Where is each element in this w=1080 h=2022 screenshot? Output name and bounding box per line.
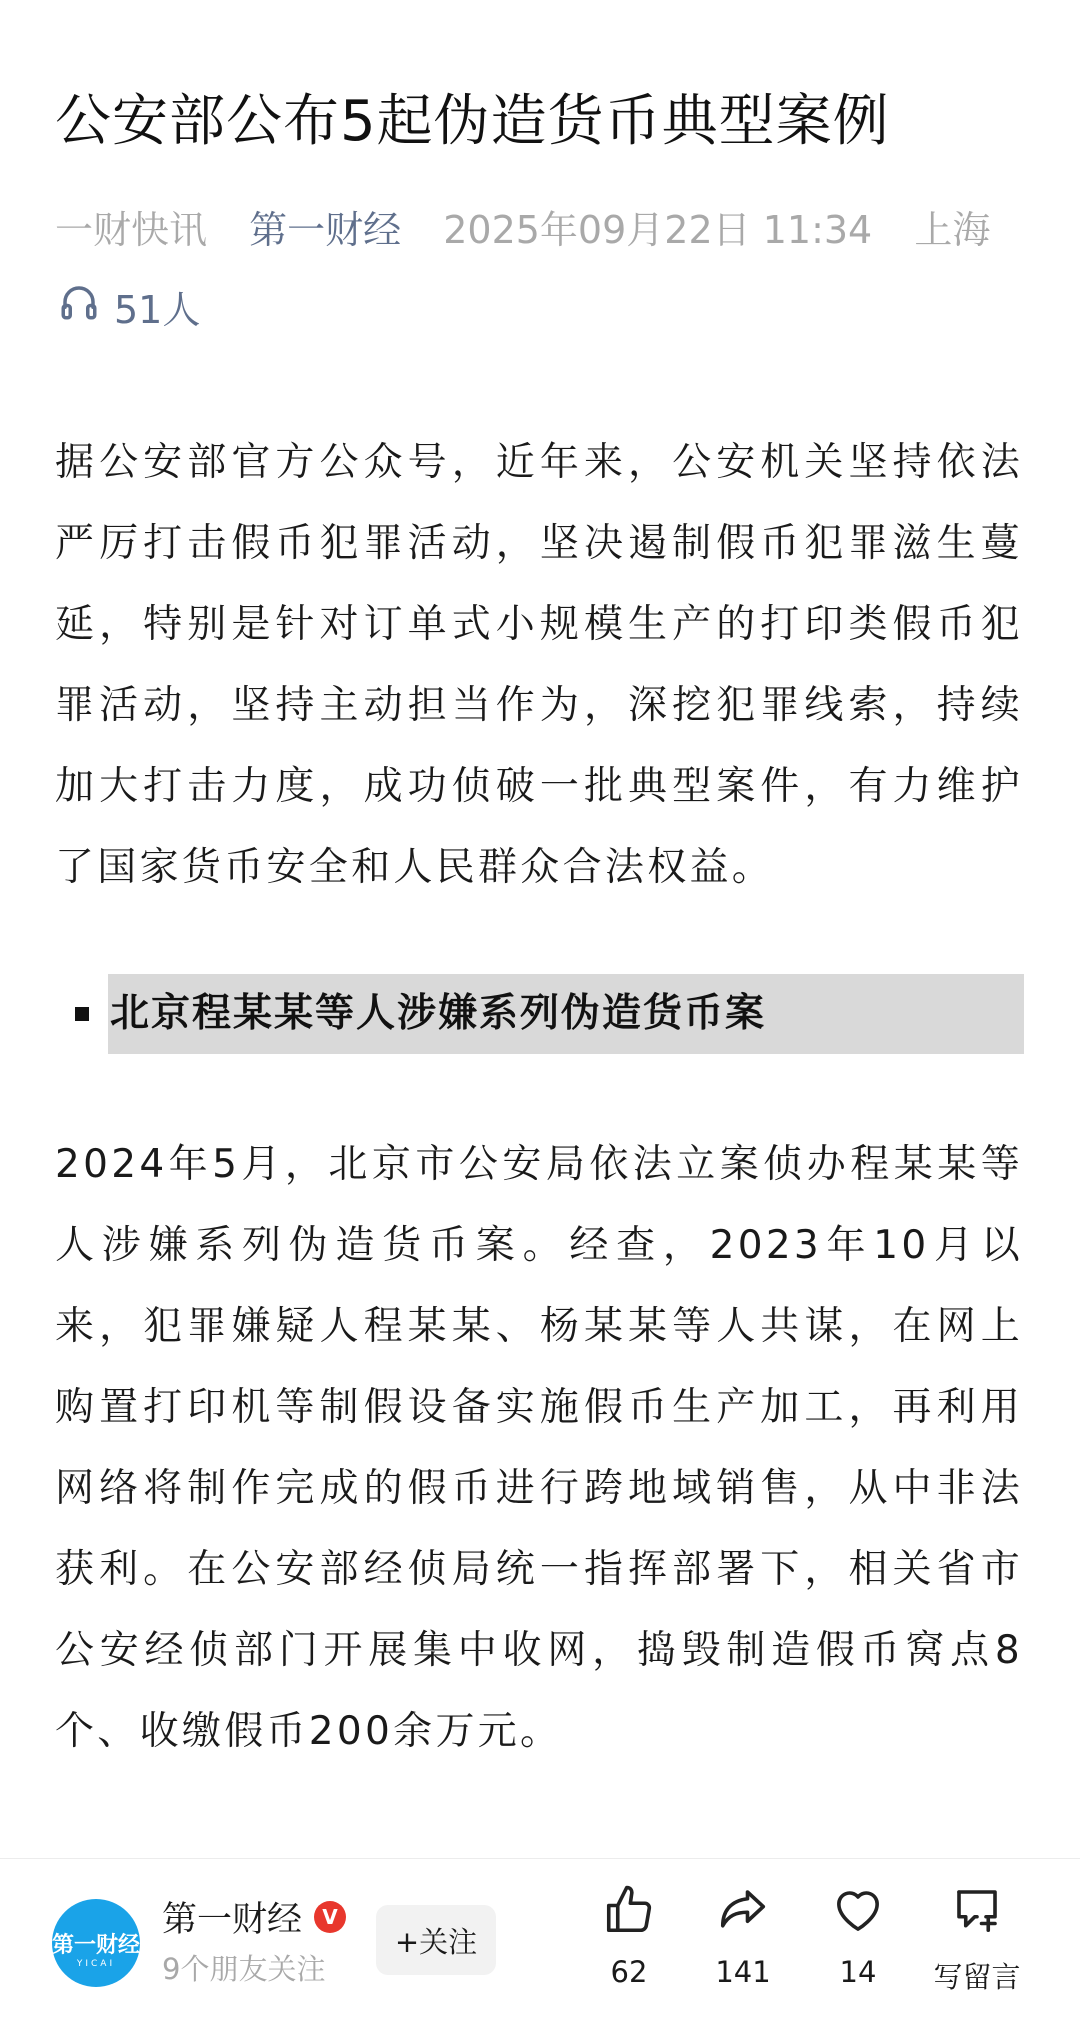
favorite-count: 14 bbox=[839, 1955, 877, 1989]
publish-datetime: 2025年09月22日 11:34 bbox=[443, 208, 873, 252]
favorite-button[interactable] bbox=[803, 1883, 913, 1989]
avatar-subtext: YICAI bbox=[76, 1959, 116, 1969]
article-paragraph: 据公安部官方公众号，近年来，公安机关坚持依法严厉打击假币犯罪活动，坚决遏制假币犯罪滋生蔓延，特别是针对订单式小规模生产的打印类假币犯罪活动，坚持主动担当作为，深挖犯罪线索，持续加大打击力度，成功侦破一批典型案件，有力维护了国家货币安全和人民群众合法权益。 bbox=[55, 440, 1023, 890]
comment-label: 写留言 bbox=[933, 1960, 1021, 1994]
account-name[interactable] bbox=[162, 1892, 346, 1942]
like-count: 62 bbox=[610, 1955, 648, 1989]
comment-plus-icon bbox=[922, 1883, 1032, 1937]
article-paragraph: 2024年5月，北京市公安局依法立案侦办程某某等人涉嫌系列伪造货币案。经查，2023年10月以来，犯罪嫌疑人程某某、杨某某等人共谋，在网上购置打印机等制假设备实施假币生产加工，再利用网络将制作完成的假币进行跨地域销售，从中非法获利。在公安部经侦局统一指挥部署下，相关省市公安经侦部门开展集中收网，捣毁制造假币窝点8个、收缴假币200余万元。 bbox=[55, 1142, 1023, 1754]
column-name: 一财快讯 bbox=[55, 208, 208, 252]
comment-button[interactable] bbox=[922, 1883, 1032, 1996]
share-arrow-icon bbox=[688, 1883, 798, 1937]
bullet-marker bbox=[75, 1007, 89, 1021]
share-button[interactable] bbox=[688, 1883, 798, 1989]
listener-count: 51人 bbox=[114, 288, 201, 332]
headphones-icon bbox=[58, 280, 114, 340]
article-meta bbox=[55, 200, 1020, 260]
avatar-text: 第一财经 bbox=[52, 1932, 141, 1958]
follow-button[interactable]: +关注 bbox=[376, 1905, 496, 1975]
publish-location: 上海 bbox=[914, 208, 991, 252]
share-count: 141 bbox=[715, 1955, 771, 1989]
friends-following: 9个朋友关注 bbox=[162, 1952, 326, 1986]
listen-button[interactable] bbox=[58, 280, 200, 340]
section-subheading: 北京程某某等人涉嫌系列伪造货币案 bbox=[108, 974, 1024, 1054]
source-link[interactable]: 第一财经 bbox=[249, 208, 402, 252]
heart-icon bbox=[803, 1883, 913, 1937]
like-button[interactable] bbox=[574, 1883, 684, 1989]
article-title: 公安部公布5起伪造货币典型案例 bbox=[55, 89, 890, 154]
avatar[interactable] bbox=[52, 1899, 140, 1987]
verified-badge: V bbox=[314, 1901, 346, 1933]
thumbs-up-icon bbox=[574, 1883, 684, 1937]
bottom-action-bar bbox=[0, 1858, 1080, 2022]
account-name-text: 第一财经 bbox=[162, 1900, 303, 1940]
